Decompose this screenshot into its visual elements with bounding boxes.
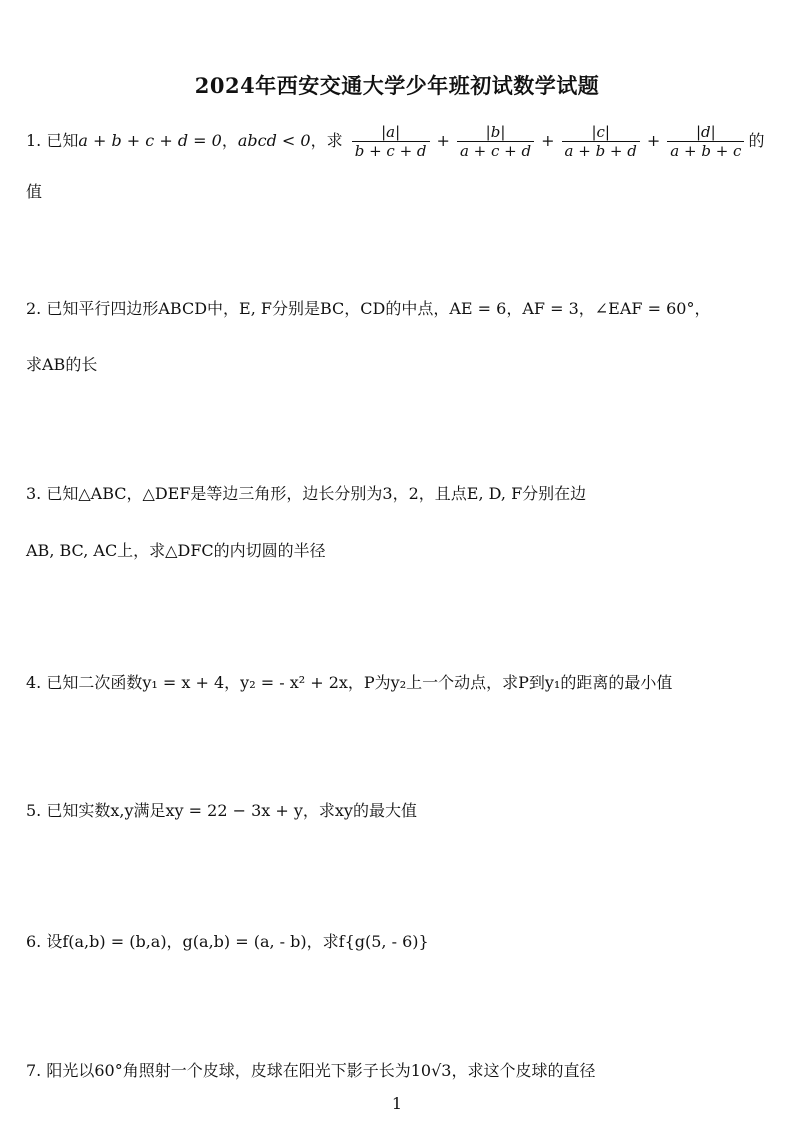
q1-fraction-c (562, 123, 640, 160)
question-6: 6. 设f(a,b) = (b,a)，g(a,b) = (a, - b)，求f{g(5, - 6)} (26, 932, 429, 951)
q1-fraction-a (352, 123, 430, 160)
question-4: 4. 已知二次函数y₁ = x + 4，y₂ = - x² + 2x，P为y₂上一个动点，求P到y₁的距离的最小值 (26, 673, 673, 692)
question-3: 3. 已知△ABC，△DEF是等边三角形，边长分别为3，2，且点E, D, F分别在边 (26, 484, 587, 503)
fraction-denominator: a + b + d (562, 141, 640, 160)
question-3-line2: AB, BC, AC上，求△DFC的内切圆的半径 (26, 541, 326, 560)
fraction-denominator: a + b + c (667, 141, 744, 160)
page-number: 1 (391, 1094, 403, 1113)
plus-sign: + (541, 131, 555, 150)
q1-condition1: a + b + c + d = 0 (78, 131, 222, 150)
question-2: 2. 已知平行四边形ABCD中，E, F分别是BC，CD的中点，AE = 6，AF = 3，∠EAF = 60°， (26, 299, 711, 318)
question-1-line2: 值 (26, 182, 43, 201)
q1-label: 1. 已知 (26, 131, 79, 150)
q1-fraction-b (457, 123, 534, 160)
question-1 (26, 123, 764, 160)
plus-sign: + (646, 131, 661, 150)
fraction-denominator: b + c + d (352, 141, 430, 160)
fraction-numerator: |b| (485, 123, 506, 141)
q1-ask: ，求 (310, 131, 343, 150)
q1-sep: ， (221, 131, 238, 150)
fraction-numerator: |c| (591, 123, 610, 141)
fraction-numerator: |d| (696, 123, 716, 141)
plus-sign: + (436, 131, 450, 150)
q1-tail: 的 (748, 131, 765, 150)
question-5: 5. 已知实数x,y满足xy = 22 − 3x + y，求xy的最大值 (26, 801, 417, 820)
fraction-denominator: a + c + d (457, 141, 534, 160)
question-2-line2: 求AB的长 (26, 355, 98, 374)
q1-fraction-d (667, 123, 744, 160)
q1-condition2: abcd < 0 (237, 131, 311, 150)
fraction-numerator: |a| (381, 123, 401, 141)
page-title: 2024年西安交通大学少年班初试数学试题 (194, 73, 600, 98)
question-7: 7. 阳光以60°角照射一个皮球，皮球在阳光下影子长为10√3，求这个皮球的直径 (26, 1061, 596, 1080)
